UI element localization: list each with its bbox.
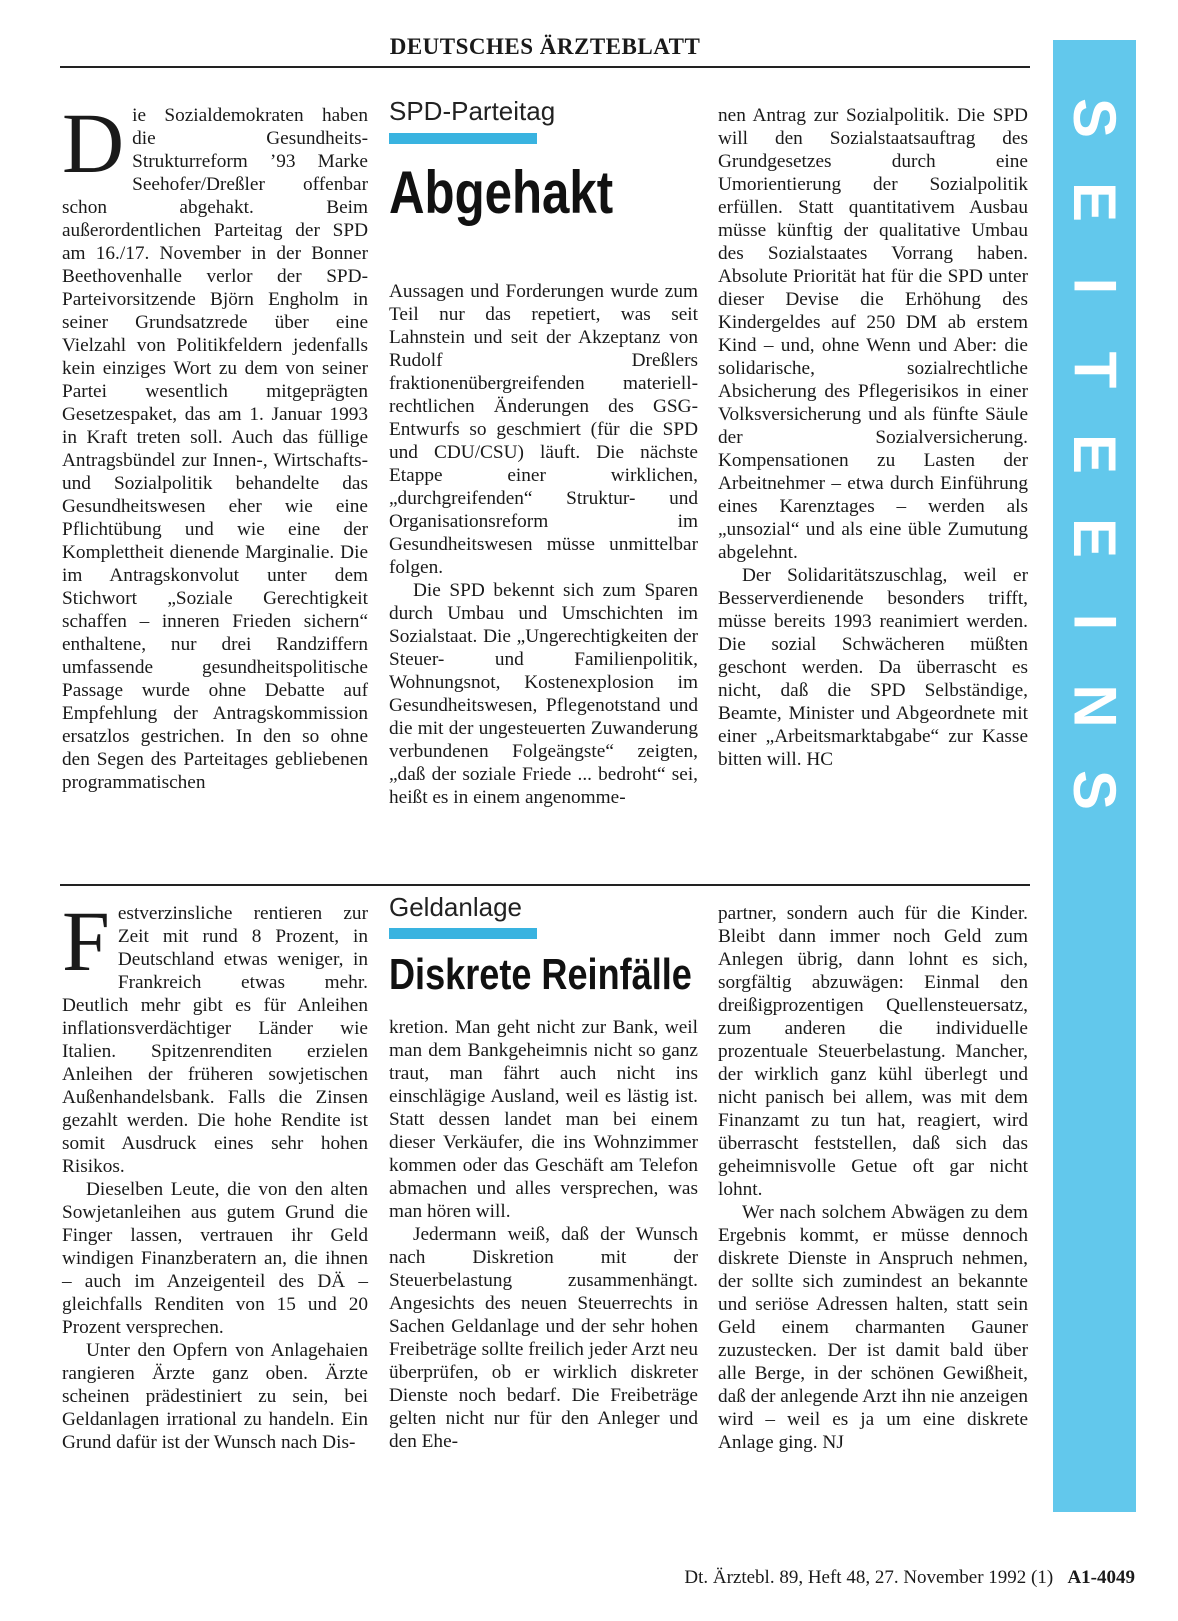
sidebar-letter: N <box>1061 684 1129 728</box>
article1-dropcap: D <box>62 95 125 191</box>
section-sidebar <box>1053 40 1136 1512</box>
article1-column-3 <box>718 104 1028 771</box>
article1-kicker-bar <box>389 133 537 144</box>
article1-col3-para-1: nen Antrag zur Sozialpolitik. Die SPD will den Sozialstaatsauftrag des Grundgesetzes durch eine Umorientierung der Sozialpolitik erfüllen. Statt quantitativem Ausbau müsse künftig der qualitative Umbau des Sozialstaates Vorrang haben. Absolute Priorität hat für die SPD unter dieser Devise die Erhöhung des Kindergeldes auf 250 DM ab erstem Kind – und, ohne Wenn und Aber: die solidarische, sozialrechtliche Absicherung des Pflegerisikos in einer Volksversicherung und als fünfte Säule der Sozialversicherung. Kompensationen zu Lasten der Arbeitnehmer – etwa durch Einführung eines Karenztages – werden als „unsozial“ und als eine üble Zumutung abgelehnt. <box>718 105 1028 563</box>
article-divider <box>60 884 1030 886</box>
article2-col1-para-3: Unter den Opfern von Anlagehaien rangieren Ärzte ganz oben. Ärzte scheinen prädestiniert zu sein, bei Geldanlagen irrational zu handeln. Ein Grund dafür ist der Wunsch nach Dis- <box>62 1340 368 1453</box>
sidebar-letter: T <box>1061 351 1129 389</box>
sidebar-label <box>1053 88 1136 820</box>
article2-text: estverzinsliche rentieren zur Zeit mit rund 8 Prozent, in Deutschland etwas weniger, in Frankreich etwas mehr. Deutlich mehr gibt es für Anleihen inflationsverdächtiger Länder wie Italien. Spitzenrenditen erzielen Anleihen der früheren sowjetischen Außenhandelsbank. Falls die Zinsen gezahlt werden. Die hohe Rendite ist somit Ausdruck eines sehr hohen Risikos. <box>62 903 368 1177</box>
article1-col3-para-2: Der Solidaritätszuschlag, weil er Besserverdienende besonders trifft, müsse bereits 1993 reanimiert werden. Die sozial Schwächeren müßten geschont werden. Da überrascht es nicht, daß die SPD Selbständige, Beamte, Minister und Abgeordnete mit einer „Arbeitsmarktabgabe“ zur Kasse bitten will. HC <box>718 565 1028 770</box>
article2-kicker: Geldanlage <box>389 892 522 922</box>
article1-col2-para-2: Die SPD bekennt sich zum Sparen durch Umbau und Umschichten im Sozialstaat. Die „Ungerechtigkeiten der Steuer- und Familienpolitik, Wohnungsnot, Kostenexplosion im Gesundheitswesen, Pflegenotstand und die mit der ungesteuerten Zuwanderung verbundenen Folgeängste“ zeigten, „daß der soziale Friede ... bedroht“ sei, heißt es in einem angenomme- <box>389 580 698 808</box>
article2-col2-para-2: Jedermann weiß, daß der Wunsch nach Diskretion mit der Steuerbelastung zusammenhängt. Angesichts des neuen Steuerrechts in Sachen Geldanlage und der sehr hohen Freibeträge sollte freilich jeder Arzt neu überprüfen, ob er wirklich diskreter Dienste noch bedarf. Die Freibeträge gelten nicht nur für den Anleger und den Ehe- <box>389 1224 698 1452</box>
sidebar-letter: I <box>1061 613 1129 631</box>
article2-kicker-bar <box>389 928 537 939</box>
sidebar-letter: E <box>1061 517 1129 559</box>
article2-col1-para-2: Dieselben Leute, die von den alten Sowjetanleihen aus gutem Grund die Finger lassen, vertrauen ihr Geld windigen Finanzberatern an, die ihnen – auch im Anzeigenteil des DÄ – gleichfalls Renditen von 15 und 20 Prozent versprechen. <box>62 1179 368 1338</box>
article1-col1-para <box>62 95 368 794</box>
article2-col2-para-1: kretion. Man geht nicht zur Bank, weil man dem Bankgeheimnis nicht so ganz traut, man fährt auch nicht ins einschlägige Ausland, weil es lästig ist. Statt dessen landet man bei einem dieser Verkäufer, die ins Wohnzimmer kommen oder das Geschäft am Telefon abmachen und alles versprechen, was man hören will. <box>389 1017 698 1222</box>
article2-column-1 <box>62 893 368 1454</box>
article1-headline: Abgehakt <box>389 159 614 226</box>
article1-kicker: SPD-Parteitag <box>389 96 556 126</box>
article1-column-1 <box>62 95 368 794</box>
top-rule <box>60 66 1030 68</box>
sidebar-letter: I <box>1061 277 1129 295</box>
footer-citation: Dt. Ärztebl. 89, Heft 48, 27. November 1992 (1) <box>684 1567 1054 1588</box>
article1-column-2 <box>389 280 698 809</box>
sidebar-letter: E <box>1061 433 1129 475</box>
page-footer <box>580 1567 1135 1589</box>
article2-col3-para-1: partner, sondern auch für die Kinder. Bleibt dann immer noch Geld zum Anlegen übrig, dann lohnt es sich, sorgfältig abzuwägen: Einmal den dreißigprozentigen Quellensteuersatz, zum anderen die individuelle prozentuale Steuerbelastung. Mancher, der wirklich ganz kühl überlegt und nicht panisch bei allem, was mit dem Finanzamt zu tun hat, reagiert, wird überrascht feststellen, daß sich das geheimnisvolle Getue oft gar nicht lohnt. <box>718 903 1028 1200</box>
article2-column-3 <box>718 902 1028 1454</box>
footer-page-number: A1-4049 <box>1067 1567 1135 1588</box>
article2-col3-para-2: Wer nach solchem Abwägen zu dem Ergebnis kommt, er müsse dennoch diskrete Dienste in Anspruch nehmen, der sollte sich zumindest an bekannte und seriöse Adressen halten, statt sein Geld einem charmanten Gauner zuzustecken. Der ist damit bald über alle Berge, in der schönen Gewißheit, daß der anlegende Arzt ihn nie anzeigen wird – weil es ja um eine diskrete Anlage ging. NJ <box>718 1202 1028 1453</box>
sidebar-letter: S <box>1061 769 1129 811</box>
article2-col1-para-1 <box>62 893 368 1178</box>
masthead: DEUTSCHES ÄRZTEBLATT <box>389 34 701 59</box>
article1-col2-para-1: Aussagen und Forderungen wurde zum Teil nur das repetiert, was seit Lahnstein und seit der Akzeptanz von Rudolf Dreßlers fraktionenübergreifenden materiell-rechtlichen Änderungen des GSG-Entwurfs so geschmiert (für die SPD und CDU/CSU) läuft. Die nächste Etappe einer wirklichen, „durchgreifenden“ Struktur- und Organisationsreform im Gesundheitswesen müsse unmittelbar folgen. <box>389 281 698 578</box>
article2-headline: Diskrete Reinfälle <box>389 950 692 999</box>
article2-column-2 <box>389 1016 698 1453</box>
sidebar-letter: E <box>1061 181 1129 223</box>
article2-dropcap: F <box>62 893 110 989</box>
article1-text: ie Sozialdemokraten haben die Gesundheits-Strukturreform ’93 Marke Seehofer/Dreßler offenbar schon abgehakt. Beim außerordentlichen Parteitag der SPD am 16./17. November in der Bonner Beethovenhalle verlor der SPD-Parteivorsitzende Björn Engholm in seiner Grundsatzrede über eine Vielzahl von Politikfeldern jedenfalls kein einziges Wort zu dem von seiner Partei wesentlich mitgeprägten Gesetzespaket, das am 1. Januar 1993 in Kraft treten soll. Auch das füllige Antragsbündel zur Innen-, Wirtschafts- und Sozialpolitik behandelte das Gesundheitswesen eher wie eine Pflichtübung und wie eine der Komplettheit dienende Marginalie. Die im Antragskonvolut unter dem Stichwort „Soziale Gerechtigkeit schaffen – inneren Frieden sichern“ enthaltene, nur drei Randziffern umfassende gesundheitspolitische Passage wurde ohne Debatte auf Empfehlung der Antragskommission ersatzlos gestrichen. In den so ohne den Segen des Parteitages gebliebenen programmatischen <box>62 105 368 793</box>
sidebar-letter: S <box>1061 97 1129 139</box>
